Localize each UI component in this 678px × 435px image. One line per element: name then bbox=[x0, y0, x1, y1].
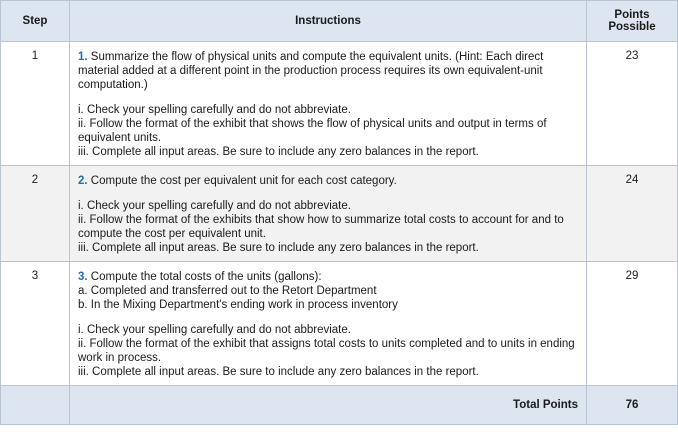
question-number: 3. bbox=[78, 271, 88, 283]
note-line: iii. Complete all input areas. Be sure to include any zero balances in the report. bbox=[78, 242, 479, 254]
instruction-cell bbox=[70, 42, 587, 166]
note-line: i. Check your spelling carefully and do not abbreviate. bbox=[78, 324, 351, 336]
table-row bbox=[1, 166, 678, 262]
sub-item: a. Completed and transferred out to the Retort Department bbox=[78, 285, 377, 297]
note-line: ii. Follow the format of the exhibit that shows the flow of physical units and output in terms of equivalent units. bbox=[78, 118, 547, 144]
header-step: Step bbox=[1, 1, 70, 42]
question-body: Compute the total costs of the units (gallons): bbox=[87, 271, 322, 283]
note-line: ii. Follow the format of the exhibit that assigns total costs to units completed and to units in ending work in process. bbox=[78, 338, 575, 364]
points-value: 24 bbox=[587, 166, 678, 262]
note-line: i. Check your spelling carefully and do not abbreviate. bbox=[78, 200, 351, 212]
points-value: 23 bbox=[587, 42, 678, 166]
step-number: 3 bbox=[1, 262, 70, 386]
question-body: Summarize the flow of physical units and compute the equivalent units. (Hint: Each direct material added at a different point in the production process requires its own equivalent-unit computation.) bbox=[78, 51, 544, 91]
total-row bbox=[1, 386, 678, 425]
table-row bbox=[1, 42, 678, 166]
question-number: 2. bbox=[78, 175, 88, 187]
header-points: Points Possible bbox=[587, 1, 678, 42]
total-label: Total Points bbox=[70, 386, 587, 425]
question-text bbox=[78, 50, 578, 92]
note-line: iii. Complete all input areas. Be sure to include any zero balances in the report. bbox=[78, 366, 479, 378]
header-instructions: Instructions bbox=[70, 1, 587, 42]
step-number: 2 bbox=[1, 166, 70, 262]
sub-item: b. In the Mixing Department's ending work in process inventory bbox=[78, 299, 398, 311]
question-body: Compute the cost per equivalent unit for each cost category. bbox=[87, 175, 397, 187]
question-number: 1. bbox=[78, 51, 88, 63]
note-line: i. Check your spelling carefully and do not abbreviate. bbox=[78, 104, 351, 116]
note-line: ii. Follow the format of the exhibits that show how to summarize total costs to account for and to compute the cost per equivalent unit. bbox=[78, 214, 564, 240]
total-value: 76 bbox=[587, 386, 678, 425]
question-text bbox=[78, 270, 578, 284]
instruction-cell bbox=[70, 166, 587, 262]
table-row bbox=[1, 262, 678, 386]
question-text bbox=[78, 174, 578, 188]
total-spacer bbox=[1, 386, 70, 425]
note-line: iii. Complete all input areas. Be sure to include any zero balances in the report. bbox=[78, 146, 479, 158]
table-header-row bbox=[1, 1, 678, 42]
points-value: 29 bbox=[587, 262, 678, 386]
step-number: 1 bbox=[1, 42, 70, 166]
instruction-cell bbox=[70, 262, 587, 386]
